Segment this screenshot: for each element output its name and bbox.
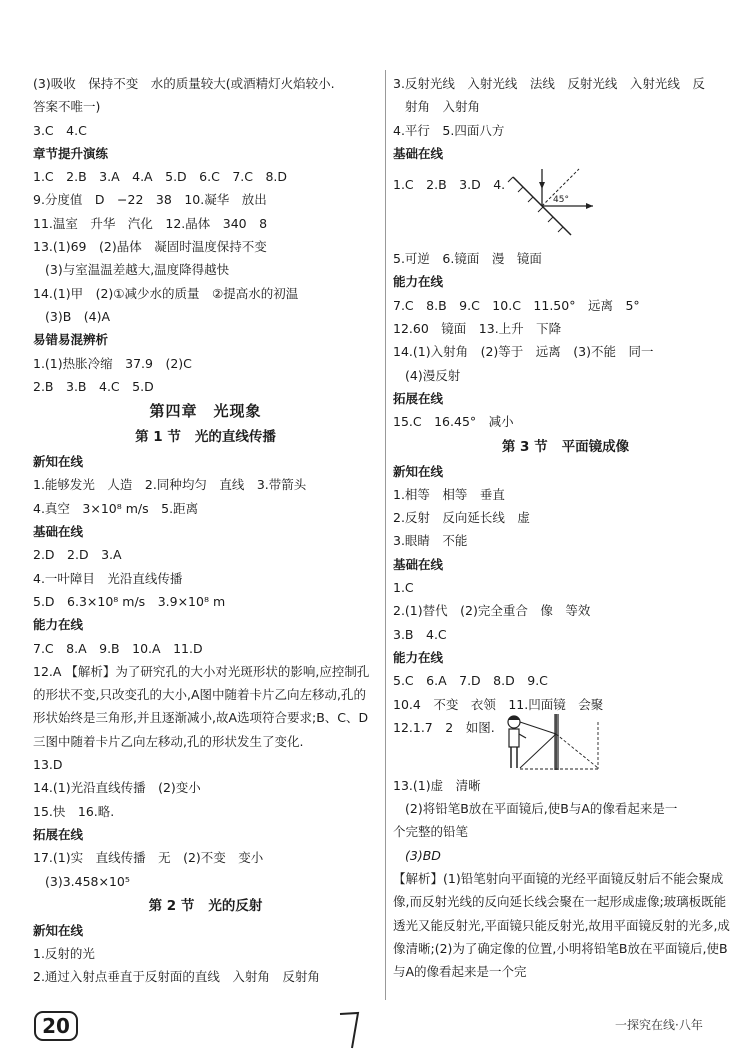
section-heading: 易错易混辨析 xyxy=(33,332,109,348)
answer-line: 13.D xyxy=(33,757,63,773)
section-heading: 新知在线 xyxy=(33,454,84,470)
section-heading: 基础在线 xyxy=(33,524,84,540)
answer-line: (3)B (4)A xyxy=(45,308,111,324)
answer-line: 11.温室 升华 汽化 12.晶体 340 8 xyxy=(33,215,268,231)
section-heading: 章节提升演练 xyxy=(33,145,109,161)
section-heading: 拓展在线 xyxy=(33,826,84,842)
section-heading: 能力在线 xyxy=(33,617,84,633)
section-heading: 基础在线 xyxy=(393,145,444,161)
answer-line: 5.D 6.3×10⁸ m/s 3.9×10⁸ m xyxy=(33,593,226,609)
answer-line: 7.C 8.A 9.B 10.A 11.D xyxy=(33,640,203,656)
answer-line: 12.1.7 2 如图. xyxy=(393,719,495,735)
answer-line: 1.C 2.B 3.D 4. xyxy=(393,177,506,193)
answer-line: 1.C 2.B 3.A 4.A 5.D 6.C 7.C 8.D xyxy=(33,169,288,185)
answer-line: 3.反射光线 入射光线 法线 反射光线 入射光线 反 xyxy=(393,76,705,91)
section-heading: 能力在线 xyxy=(393,274,444,290)
answer-line: 4.真空 3×10⁸ m/s 5.距离 xyxy=(33,500,199,516)
answer-line: 射角 入射角 xyxy=(405,99,481,115)
answer-line: 3.B 4.C xyxy=(393,626,447,642)
answer-line: 15.快 16.略. xyxy=(33,803,115,819)
section-name: 平面镜成像 xyxy=(561,438,630,455)
answer-line: 2.B 3.B 4.C 5.D xyxy=(33,378,154,394)
section-heading: 新知在线 xyxy=(393,463,444,479)
answer-line: 14.(1)光沿直线传播 (2)变小 xyxy=(33,780,201,796)
section-title xyxy=(33,424,378,450)
section-name: 光的直线传播 xyxy=(194,429,276,446)
answer-line: 1.相等 相等 垂直 xyxy=(393,486,505,502)
section-heading: 能力在线 xyxy=(393,649,444,665)
section-number: 第 1 节 xyxy=(135,429,181,446)
section-number: 第 3 节 xyxy=(501,438,548,455)
answer-line: 9.分度值 D −22 38 10.凝华 放出 xyxy=(33,192,267,208)
answer-line: (3)BD xyxy=(405,847,441,863)
answer-line: 答案不唯一) xyxy=(33,99,101,115)
answer-line: 14.(1)入射角 (2)等于 远离 (3)不能 同一 xyxy=(393,344,654,360)
answer-line: 12.60 镜面 13.上升 下降 xyxy=(393,321,562,337)
pen-mark-icon xyxy=(336,1008,366,1053)
answer-line: 17.(1)实 直线传播 无 (2)不变 变小 xyxy=(33,850,264,866)
answer-line: 1.(1)热胀冷缩 37.9 (2)C xyxy=(33,355,192,371)
section-heading: 新知在线 xyxy=(33,922,84,938)
section-title xyxy=(33,893,378,919)
answer-line: 1.C xyxy=(393,580,414,596)
angle-label: 45° xyxy=(553,195,569,206)
answer-line: 7.C 8.B 9.C 10.C 11.50° 远离 5° xyxy=(393,297,640,313)
answer-line: (3)3.458×10⁵ xyxy=(45,873,130,889)
answer-line: (3)与室温温差越大,温度降得越快 xyxy=(45,262,230,278)
answer-line: 13.(1)69 (2)晶体 凝固时温度保持不变 xyxy=(33,239,267,255)
page-number: 20 xyxy=(34,1011,78,1041)
answer-line: 2.反射 反向延长线 虚 xyxy=(393,510,530,526)
figure-row xyxy=(393,716,738,774)
mirror-reflection-diagram xyxy=(503,165,623,245)
footer-series-text: 一探究在线·八年 xyxy=(615,1018,703,1032)
left-column xyxy=(33,72,378,989)
section-title xyxy=(393,434,738,460)
answer-line: 3.C 4.C xyxy=(33,122,87,138)
answer-line: 2.D 2.D 3.A xyxy=(33,547,122,563)
answer-line: 1.反射的光 xyxy=(33,946,95,962)
section-number: 第 2 节 xyxy=(148,897,195,914)
answer-line: 14.(1)甲 (2)①减少水的质量 ②提高水的初温 xyxy=(33,285,299,301)
analysis-paragraph: 【解析】(1)铅笔射向平面镜的光经平面镜反射后不能会聚成像,而反射光线的反向延长线会聚在一起形成虚像;玻璃板既能透光又能反射光,平面镜只能反射光,故用平面镜反射的光多,成像清晰;(2)为了确定像的位置,小明将铅笔B放在平面镜后,使B与A的像看起来是一个完 xyxy=(393,871,730,980)
analysis-paragraph: 12.A 【解析】为了研究孔的大小对光斑形状的影响,应控制孔的形状不变,只改变孔的大小,A图中随着卡片乙向左移动,孔的形状始终是三角形,并且逐渐减小,故A选项符合要求;B、C、D三图中随着卡片乙向左移动,孔的形状发生了变化. xyxy=(33,663,370,749)
answer-line: 10.4 不变 衣领 11.凹面镜 会聚 xyxy=(393,696,604,712)
section-heading: 基础在线 xyxy=(393,556,444,572)
answer-line: 5.可逆 6.镜面 漫 镜面 xyxy=(393,251,542,267)
answer-line: (4)漫反射 xyxy=(405,367,461,383)
answer-line: 2.通过入射点垂直于反射面的直线 入射角 反射角 xyxy=(33,969,320,985)
chapter-title: 第四章 光现象 xyxy=(149,402,262,421)
answer-line: 3.眼睛 不能 xyxy=(393,533,468,549)
answer-line: 4.平行 5.四面八方 xyxy=(393,122,505,138)
answer-line: 4.一叶障目 光沿直线传播 xyxy=(33,570,183,586)
answer-line: (2)将铅笔B放在平面镜后,使B与A的像看起来是一 xyxy=(405,801,678,817)
answer-line: 13.(1)虚 清晰 xyxy=(393,777,481,793)
figure-row xyxy=(393,165,738,247)
answer-line: 5.C 6.A 7.D 8.D 9.C xyxy=(393,673,548,689)
answer-line: 2.(1)替代 (2)完全重合 像 等效 xyxy=(393,603,591,619)
column-divider xyxy=(385,70,386,1000)
answer-line: 个完整的铅笔 xyxy=(393,824,469,840)
section-name: 光的反射 xyxy=(208,897,263,914)
section-heading: 拓展在线 xyxy=(393,390,444,406)
right-column xyxy=(393,72,738,984)
answer-line: (3)吸收 保持不变 水的质量较大(或酒精灯火焰较小. xyxy=(33,76,335,91)
answer-line: 15.C 16.45° 减小 xyxy=(393,414,514,430)
answer-line: 1.能够发光 人造 2.同种均匀 直线 3.带箭头 xyxy=(33,477,307,493)
plane-mirror-person-diagram xyxy=(498,712,618,774)
